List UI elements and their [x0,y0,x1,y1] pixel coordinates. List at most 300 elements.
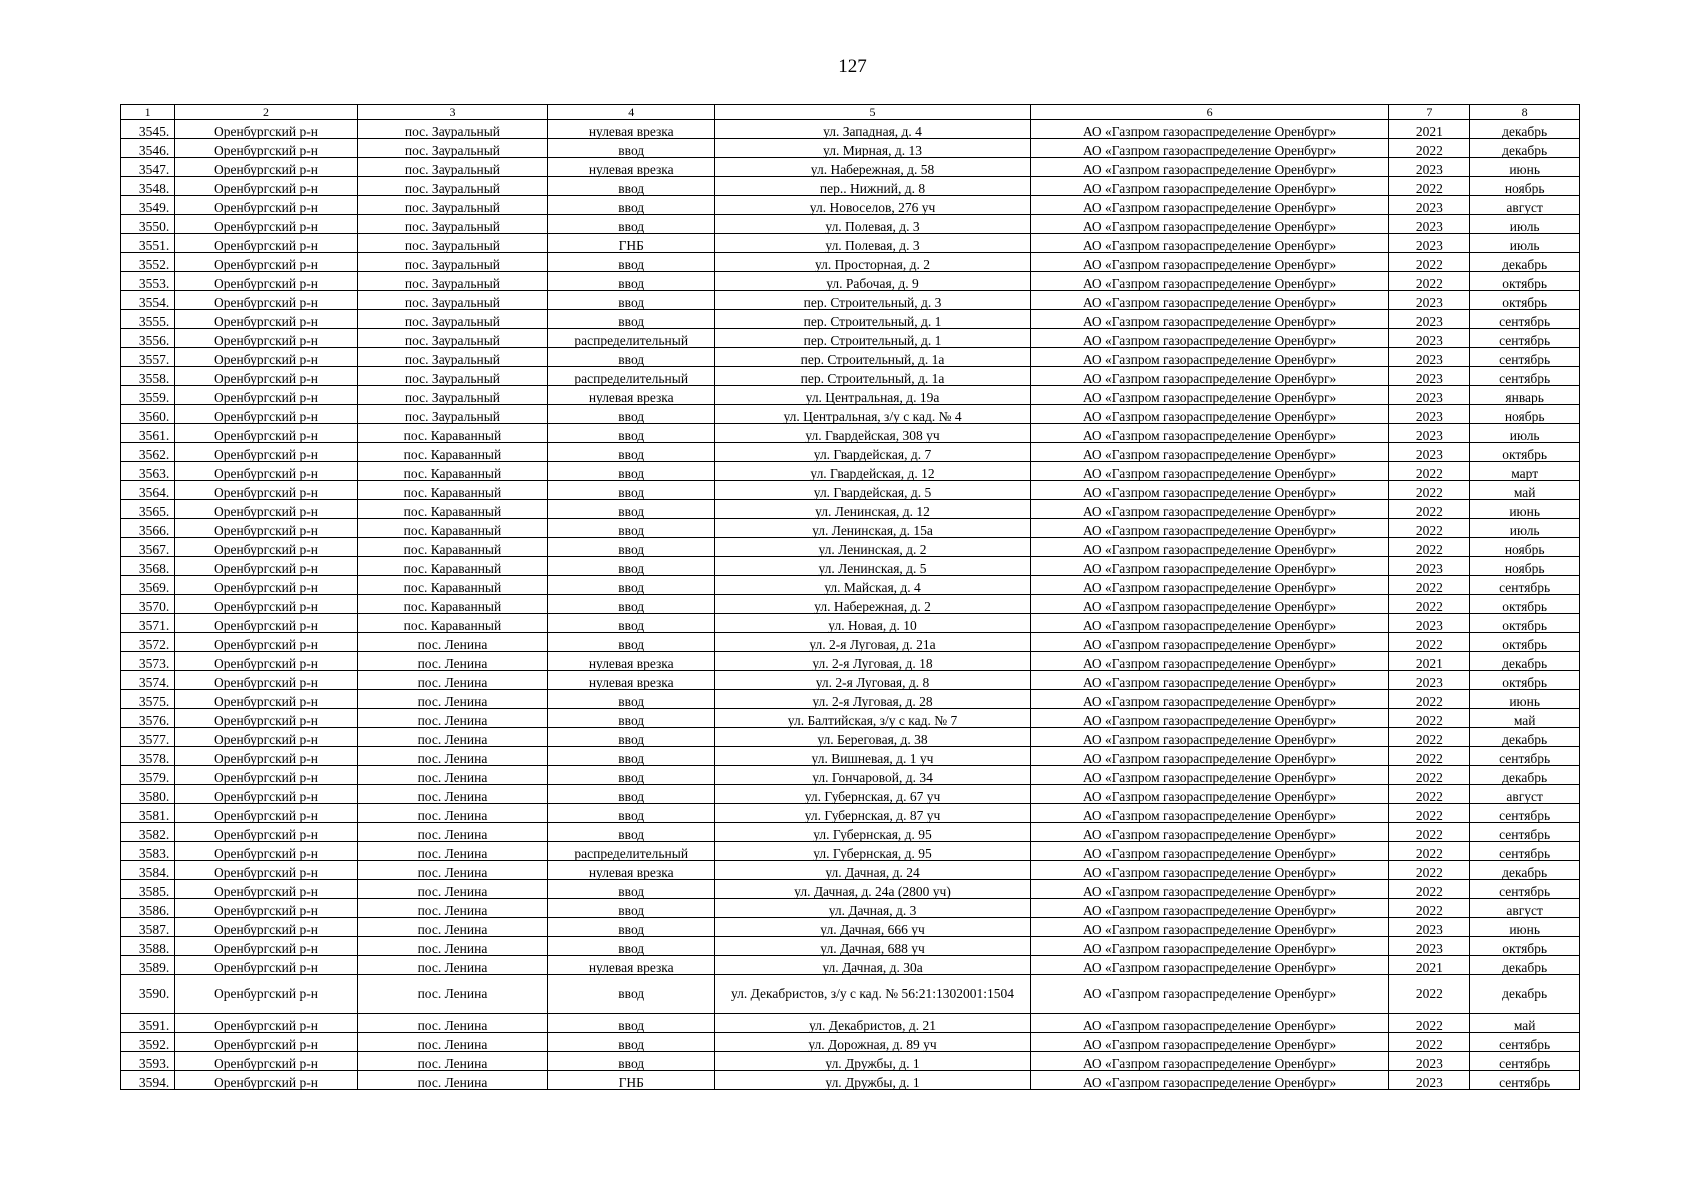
cell-organization: АО «Газпром газораспределение Оренбург» [1030,614,1389,633]
cell-month: декабрь [1470,120,1580,139]
cell-district: Оренбургский р-н [175,386,357,405]
cell-row-number: 3550. [121,215,175,234]
cell-year: 2023 [1389,310,1470,329]
cell-year: 2022 [1389,1033,1470,1052]
cell-month: сентябрь [1470,747,1580,766]
cell-month: сентябрь [1470,348,1580,367]
cell-row-number: 3588. [121,937,175,956]
cell-address: ул. Гвардейская, 308 уч [715,424,1031,443]
cell-month: июль [1470,424,1580,443]
cell-address: ул. Береговая, д. 38 [715,728,1031,747]
cell-organization: АО «Газпром газораспределение Оренбург» [1030,918,1389,937]
cell-month: сентябрь [1470,576,1580,595]
cell-settlement: пос. Ленина [357,785,548,804]
cell-address: ул. Западная, д. 4 [715,120,1031,139]
cell-settlement: пос. Ленина [357,766,548,785]
cell-address: ул. Новоселов, 276 уч [715,196,1031,215]
cell-month: октябрь [1470,272,1580,291]
cell-row-number: 3574. [121,671,175,690]
cell-work-type: ввод [548,215,715,234]
cell-work-type: ввод [548,728,715,747]
table-row [121,367,1580,386]
cell-work-type: ввод [548,462,715,481]
cell-row-number: 3556. [121,329,175,348]
cell-year: 2022 [1389,1014,1470,1033]
cell-settlement: пос. Ленина [357,975,548,1014]
cell-settlement: пос. Караванный [357,538,548,557]
cell-row-number: 3586. [121,899,175,918]
table-row [121,671,1580,690]
cell-month: декабрь [1470,766,1580,785]
cell-district: Оренбургский р-н [175,291,357,310]
cell-organization: АО «Газпром газораспределение Оренбург» [1030,975,1389,1014]
cell-address: ул. 2-я Луговая, д. 8 [715,671,1031,690]
table-row [121,538,1580,557]
cell-address: ул. Дачная, д. 30а [715,956,1031,975]
cell-district: Оренбургский р-н [175,937,357,956]
cell-work-type: ввод [548,1033,715,1052]
cell-address: ул. Полевая, д. 3 [715,215,1031,234]
cell-year: 2022 [1389,595,1470,614]
table-row [121,785,1580,804]
cell-district: Оренбургский р-н [175,367,357,386]
cell-work-type: ввод [548,804,715,823]
cell-district: Оренбургский р-н [175,576,357,595]
cell-settlement: пос. Караванный [357,576,548,595]
cell-district: Оренбургский р-н [175,481,357,500]
cell-year: 2022 [1389,823,1470,842]
cell-district: Оренбургский р-н [175,956,357,975]
cell-settlement: пос. Караванный [357,424,548,443]
cell-row-number: 3547. [121,158,175,177]
table-row [121,329,1580,348]
table-row [121,253,1580,272]
cell-settlement: пос. Ленина [357,918,548,937]
cell-month: октябрь [1470,595,1580,614]
cell-year: 2022 [1389,690,1470,709]
cell-address: ул. Дачная, д. 24а (2800 уч) [715,880,1031,899]
cell-organization: АО «Газпром газораспределение Оренбург» [1030,234,1389,253]
cell-address: ул. Набережная, д. 58 [715,158,1031,177]
cell-year: 2022 [1389,975,1470,1014]
cell-row-number: 3580. [121,785,175,804]
cell-organization: АО «Газпром газораспределение Оренбург» [1030,538,1389,557]
cell-work-type: ввод [548,747,715,766]
table-row [121,842,1580,861]
cell-address: пер. Строительный, д. 1а [715,348,1031,367]
cell-row-number: 3570. [121,595,175,614]
header-cell-3: 3 [357,105,548,120]
cell-address: ул. Губернская, д. 87 уч [715,804,1031,823]
cell-year: 2022 [1389,481,1470,500]
cell-row-number: 3558. [121,367,175,386]
table-row [121,310,1580,329]
cell-address: ул. Дачная, 688 уч [715,937,1031,956]
cell-settlement: пос. Ленина [357,690,548,709]
table-row [121,652,1580,671]
cell-district: Оренбургский р-н [175,253,357,272]
cell-month: май [1470,709,1580,728]
cell-district: Оренбургский р-н [175,462,357,481]
cell-row-number: 3572. [121,633,175,652]
cell-organization: АО «Газпром газораспределение Оренбург» [1030,1033,1389,1052]
cell-row-number: 3549. [121,196,175,215]
cell-work-type: распределительный [548,842,715,861]
cell-year: 2023 [1389,614,1470,633]
cell-address: ул. Мирная, д. 13 [715,139,1031,158]
cell-year: 2022 [1389,842,1470,861]
cell-work-type: ввод [548,690,715,709]
cell-year: 2022 [1389,728,1470,747]
cell-work-type: нулевая врезка [548,158,715,177]
cell-organization: АО «Газпром газораспределение Оренбург» [1030,367,1389,386]
cell-month: ноябрь [1470,405,1580,424]
cell-district: Оренбургский р-н [175,1071,357,1090]
cell-row-number: 3548. [121,177,175,196]
cell-district: Оренбургский р-н [175,785,357,804]
cell-district: Оренбургский р-н [175,728,357,747]
cell-row-number: 3560. [121,405,175,424]
cell-address: ул. Губернская, д. 67 уч [715,785,1031,804]
cell-district: Оренбургский р-н [175,595,357,614]
cell-organization: АО «Газпром газораспределение Оренбург» [1030,956,1389,975]
cell-row-number: 3594. [121,1071,175,1090]
cell-address: ул. Ленинская, д. 2 [715,538,1031,557]
cell-row-number: 3566. [121,519,175,538]
cell-row-number: 3552. [121,253,175,272]
cell-organization: АО «Газпром газораспределение Оренбург» [1030,272,1389,291]
cell-district: Оренбургский р-н [175,633,357,652]
cell-organization: АО «Газпром газораспределение Оренбург» [1030,633,1389,652]
table-row [121,975,1580,1014]
cell-organization: АО «Газпром газораспределение Оренбург» [1030,766,1389,785]
cell-settlement: пос. Зауральный [357,215,548,234]
cell-address: ул. Дачная, 666 уч [715,918,1031,937]
cell-row-number: 3583. [121,842,175,861]
cell-work-type: ввод [548,443,715,462]
cell-district: Оренбургский р-н [175,690,357,709]
table-row [121,1033,1580,1052]
cell-month: сентябрь [1470,804,1580,823]
cell-settlement: пос. Зауральный [357,386,548,405]
cell-row-number: 3559. [121,386,175,405]
cell-row-number: 3593. [121,1052,175,1071]
cell-organization: АО «Газпром газораспределение Оренбург» [1030,842,1389,861]
cell-row-number: 3555. [121,310,175,329]
cell-month: ноябрь [1470,557,1580,576]
table-row [121,918,1580,937]
cell-address: ул. Майская, д. 4 [715,576,1031,595]
cell-address: пер. Строительный, д. 3 [715,291,1031,310]
cell-district: Оренбургский р-н [175,1033,357,1052]
cell-settlement: пос. Зауральный [357,405,548,424]
cell-organization: АО «Газпром газораспределение Оренбург» [1030,253,1389,272]
cell-address: ул. Дружбы, д. 1 [715,1071,1031,1090]
cell-settlement: пос. Зауральный [357,329,548,348]
cell-address: ул. Дорожная, д. 89 уч [715,1033,1031,1052]
cell-work-type: ввод [548,918,715,937]
cell-address: ул. Ленинская, д. 15а [715,519,1031,538]
cell-district: Оренбургский р-н [175,975,357,1014]
cell-year: 2023 [1389,1071,1470,1090]
cell-district: Оренбургский р-н [175,671,357,690]
cell-year: 2022 [1389,177,1470,196]
cell-month: октябрь [1470,291,1580,310]
cell-row-number: 3553. [121,272,175,291]
cell-year: 2023 [1389,234,1470,253]
cell-district: Оренбургский р-н [175,158,357,177]
cell-month: сентябрь [1470,329,1580,348]
cell-work-type: ввод [548,481,715,500]
cell-work-type: ввод [548,899,715,918]
cell-year: 2022 [1389,747,1470,766]
table-row [121,823,1580,842]
cell-settlement: пос. Зауральный [357,158,548,177]
cell-address: ул. Гвардейская, д. 5 [715,481,1031,500]
cell-organization: АО «Газпром газораспределение Оренбург» [1030,671,1389,690]
cell-organization: АО «Газпром газораспределение Оренбург» [1030,329,1389,348]
cell-year: 2023 [1389,291,1470,310]
cell-year: 2022 [1389,766,1470,785]
cell-organization: АО «Газпром газораспределение Оренбург» [1030,424,1389,443]
cell-organization: АО «Газпром газораспределение Оренбург» [1030,880,1389,899]
cell-work-type: ввод [548,633,715,652]
cell-organization: АО «Газпром газораспределение Оренбург» [1030,576,1389,595]
cell-work-type: ввод [548,424,715,443]
cell-month: август [1470,196,1580,215]
cell-settlement: пос. Ленина [357,671,548,690]
cell-district: Оренбургский р-н [175,652,357,671]
cell-year: 2022 [1389,709,1470,728]
cell-address: ул. Губернская, д. 95 [715,823,1031,842]
cell-organization: АО «Газпром газораспределение Оренбург» [1030,823,1389,842]
cell-year: 2023 [1389,196,1470,215]
cell-organization: АО «Газпром газораспределение Оренбург» [1030,310,1389,329]
table-row [121,595,1580,614]
cell-district: Оренбургский р-н [175,880,357,899]
cell-work-type: ввод [548,253,715,272]
cell-month: сентябрь [1470,1052,1580,1071]
cell-year: 2023 [1389,443,1470,462]
cell-work-type: распределительный [548,329,715,348]
cell-work-type: ГНБ [548,234,715,253]
cell-settlement: пос. Ленина [357,633,548,652]
cell-month: октябрь [1470,614,1580,633]
cell-row-number: 3578. [121,747,175,766]
table-row [121,956,1580,975]
cell-row-number: 3591. [121,1014,175,1033]
cell-settlement: пос. Караванный [357,443,548,462]
cell-row-number: 3581. [121,804,175,823]
cell-district: Оренбургский р-н [175,899,357,918]
header-cell-5: 5 [715,105,1031,120]
header-cell-2: 2 [175,105,357,120]
cell-settlement: пос. Зауральный [357,310,548,329]
cell-month: июль [1470,234,1580,253]
cell-address: ул. Ленинская, д. 5 [715,557,1031,576]
cell-work-type: нулевая врезка [548,652,715,671]
table-row [121,500,1580,519]
table-row [121,880,1580,899]
cell-row-number: 3576. [121,709,175,728]
table-row [121,120,1580,139]
cell-organization: АО «Газпром газораспределение Оренбург» [1030,139,1389,158]
cell-year: 2022 [1389,519,1470,538]
cell-address: ул. Губернская, д. 95 [715,842,1031,861]
cell-year: 2023 [1389,424,1470,443]
cell-organization: АО «Газпром газораспределение Оренбург» [1030,899,1389,918]
cell-month: август [1470,899,1580,918]
cell-year: 2022 [1389,633,1470,652]
cell-settlement: пос. Караванный [357,500,548,519]
cell-work-type: ввод [548,614,715,633]
cell-month: сентябрь [1470,310,1580,329]
cell-address: ул. Вишневая, д. 1 уч [715,747,1031,766]
cell-district: Оренбургский р-н [175,823,357,842]
cell-row-number: 3557. [121,348,175,367]
cell-organization: АО «Газпром газораспределение Оренбург» [1030,785,1389,804]
cell-address: ул. Декабристов, з/у с кад. № 56:21:1302001:1504 [715,975,1031,1014]
cell-work-type: нулевая врезка [548,120,715,139]
cell-address: ул. Центральная, д. 19а [715,386,1031,405]
cell-work-type: ввод [548,291,715,310]
cell-settlement: пос. Ленина [357,956,548,975]
cell-organization: АО «Газпром газораспределение Оренбург» [1030,690,1389,709]
cell-district: Оренбургский р-н [175,500,357,519]
cell-district: Оренбургский р-н [175,215,357,234]
data-table [120,104,1580,1090]
table-row [121,804,1580,823]
cell-row-number: 3563. [121,462,175,481]
cell-settlement: пос. Зауральный [357,253,548,272]
cell-row-number: 3584. [121,861,175,880]
cell-month: июнь [1470,918,1580,937]
table-row [121,557,1580,576]
cell-settlement: пос. Ленина [357,823,548,842]
cell-organization: АО «Газпром газораспределение Оренбург» [1030,348,1389,367]
cell-district: Оренбургский р-н [175,1014,357,1033]
cell-work-type: распределительный [548,367,715,386]
table-row [121,158,1580,177]
cell-year: 2021 [1389,120,1470,139]
cell-work-type: ввод [548,709,715,728]
cell-settlement: пос. Ленина [357,880,548,899]
table-row [121,481,1580,500]
cell-year: 2022 [1389,253,1470,272]
cell-address: ул. 2-я Луговая, д. 18 [715,652,1031,671]
cell-district: Оренбургский р-н [175,348,357,367]
header-cell-1: 1 [121,105,175,120]
cell-month: март [1470,462,1580,481]
cell-organization: АО «Газпром газораспределение Оренбург» [1030,215,1389,234]
cell-year: 2023 [1389,367,1470,386]
cell-organization: АО «Газпром газораспределение Оренбург» [1030,158,1389,177]
cell-row-number: 3568. [121,557,175,576]
cell-work-type: ввод [548,595,715,614]
cell-settlement: пос. Караванный [357,557,548,576]
table-row [121,462,1580,481]
cell-address: ул. Новая, д. 10 [715,614,1031,633]
cell-settlement: пос. Караванный [357,462,548,481]
table-row [121,1052,1580,1071]
cell-district: Оренбургский р-н [175,310,357,329]
cell-work-type: ввод [548,937,715,956]
table-row [121,633,1580,652]
cell-year: 2022 [1389,538,1470,557]
cell-work-type: ввод [548,576,715,595]
cell-month: июль [1470,519,1580,538]
cell-address: ул. 2-я Луговая, д. 21а [715,633,1031,652]
cell-row-number: 3592. [121,1033,175,1052]
cell-month: декабрь [1470,861,1580,880]
cell-work-type: ввод [548,785,715,804]
cell-row-number: 3579. [121,766,175,785]
table-row [121,1071,1580,1090]
cell-month: сентябрь [1470,880,1580,899]
table-row [121,424,1580,443]
cell-row-number: 3582. [121,823,175,842]
cell-settlement: пос. Караванный [357,595,548,614]
cell-work-type: нулевая врезка [548,956,715,975]
table-body [121,105,1580,1090]
cell-settlement: пос. Ленина [357,1033,548,1052]
cell-work-type: ввод [548,538,715,557]
header-cell-8: 8 [1470,105,1580,120]
cell-address: ул. Рабочая, д. 9 [715,272,1031,291]
cell-settlement: пос. Зауральный [357,291,548,310]
cell-row-number: 3561. [121,424,175,443]
cell-organization: АО «Газпром газораспределение Оренбург» [1030,196,1389,215]
cell-district: Оренбургский р-н [175,424,357,443]
table-row [121,576,1580,595]
cell-work-type: нулевая врезка [548,861,715,880]
cell-row-number: 3575. [121,690,175,709]
cell-month: декабрь [1470,652,1580,671]
cell-work-type: ввод [548,348,715,367]
cell-organization: АО «Газпром газораспределение Оренбург» [1030,291,1389,310]
cell-district: Оренбургский р-н [175,405,357,424]
cell-year: 2022 [1389,804,1470,823]
cell-work-type: ввод [548,272,715,291]
cell-organization: АО «Газпром газораспределение Оренбург» [1030,500,1389,519]
cell-district: Оренбургский р-н [175,519,357,538]
cell-row-number: 3577. [121,728,175,747]
cell-year: 2021 [1389,652,1470,671]
cell-year: 2022 [1389,462,1470,481]
table-row [121,234,1580,253]
cell-address: ул. 2-я Луговая, д. 28 [715,690,1031,709]
table-row [121,747,1580,766]
cell-settlement: пос. Караванный [357,481,548,500]
cell-settlement: пос. Зауральный [357,177,548,196]
cell-organization: АО «Газпром газораспределение Оренбург» [1030,1052,1389,1071]
cell-organization: АО «Газпром газораспределение Оренбург» [1030,861,1389,880]
cell-district: Оренбургский р-н [175,842,357,861]
cell-address: ул. Дачная, д. 3 [715,899,1031,918]
cell-work-type: ГНБ [548,1071,715,1090]
cell-settlement: пос. Ленина [357,652,548,671]
table-row [121,861,1580,880]
cell-district: Оренбургский р-н [175,747,357,766]
cell-year: 2022 [1389,899,1470,918]
cell-year: 2023 [1389,215,1470,234]
cell-settlement: пос. Ленина [357,1052,548,1071]
cell-year: 2023 [1389,348,1470,367]
cell-month: июнь [1470,158,1580,177]
cell-month: декабрь [1470,728,1580,747]
header-cell-7: 7 [1389,105,1470,120]
cell-month: июнь [1470,690,1580,709]
